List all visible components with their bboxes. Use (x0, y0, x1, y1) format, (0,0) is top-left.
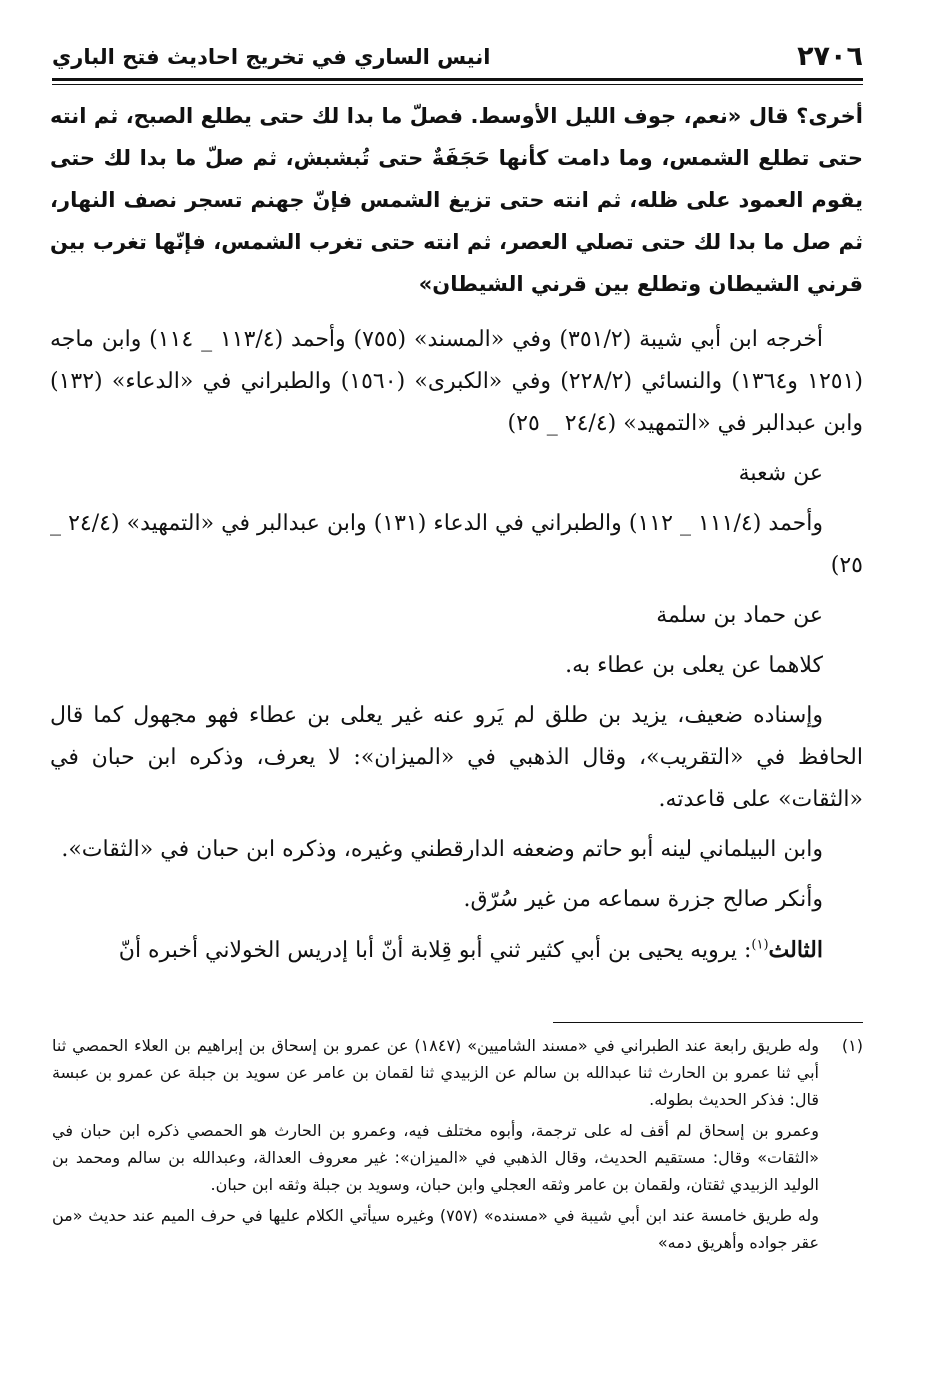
third-route (50, 929, 863, 972)
footnote-paragraph-3: وله طريق خامسة عند ابن أبي شيبة في «مسنده» (٧٥٧) وغيره سيأتي الكلام عليها في حرف الميم عند حديث «من عقر جواده وأهريق دمه» (52, 1206, 820, 1252)
third-route-label: الثالث (768, 937, 823, 963)
running-title: انيس الساري في تخريج احاديث فتح الباري (52, 45, 491, 69)
main-text (50, 95, 863, 980)
takhrij-paragraph: أخرجه ابن أبي شيبة (٣٥١/٢) وفي «المسند» (٧٥٥) وأحمد (١١٣/٤ _ ١١٤) وابن ماجه (١٢٥١ و١٣٦٤) والنسائي (٢٢٨/٢) وفي «الكبرى» (١٥٦٠) والطبراني في «الدعاء» (١٣٢) وابن عبدالبر في «التمهيد» (٢٤/٤ _ ٢٥) (50, 327, 863, 436)
footnote-marker: (١) (751, 937, 769, 953)
footnote (52, 1032, 863, 1260)
footnote-paragraph-1: وله طريق رابعة عند الطبراني في «مسند الشاميين» (١٨٤٧) عن عمرو بن إسحاق بن إبراهيم بن العلاء الحمصي ثنا أبي ثنا عمرو بن الحارث ثنا عبدالله بن سالم عن الزبيدي ثنا لقمان بن عامر عن سويد بن جبلة عن عمرو بن عبسة قال: فذكر الحديث بطوله. (52, 1036, 819, 1109)
footnote-text (52, 1032, 819, 1260)
isnad-grading: وإسناده ضعيف، يزيد بن طلق لم يَرو عنه غير يعلى بن عطاء فهو مجهول كما قال الحافظ في «التقريب»، وقال الذهبي في «الميزان»: لا يعرف، وذكره ابن حبان في «الثقات» على قاعدته. (50, 703, 863, 812)
narrator-line-2: عن حماد بن سلمة (656, 603, 823, 628)
narrator-line: عن شعبة (738, 461, 823, 486)
footnote-number: (١) (841, 1036, 863, 1055)
header-rule (52, 78, 863, 81)
narrator-note-2: وأنكر صالح جزرة سماعه من غير سُرّق. (463, 887, 823, 912)
footnote-rule (553, 1022, 863, 1023)
page-header (52, 38, 863, 76)
third-route-text: : يرويه يحيى بن أبي كثير ثني أبو قِلابة أنّ أبا إدريس الخولاني أخبره أنّ (118, 938, 752, 963)
page-number: ٢٧٠٦ (797, 41, 863, 72)
hadith-text: أخرى؟ قال «نعم، جوف الليل الأوسط. فصلّ ما بدا لك حتى يطلع الصبح، ثم انته حتى تطلع الشمس، وما دامت كأنها حَجَفَةٌ حتى تُبشبش، ثم صلّ ما بدا لك حتى يقوم العمود على ظله، ثم انته حتى تزيغ الشمس فإنّ جهنم تسجر نصف النهار، ثم صل ما بدا لك حتى تصلي العصر، ثم انته حتى تغرب الشمس، فإنّها تغرب بين قرني الشيطان وتطلع بين قرني الشيطان» (50, 104, 863, 296)
footnote-paragraph-2: وعمرو بن إسحاق لم أقف له على ترجمة، وأبوه مختلف فيه، وعمرو بن الحارث هو الحمصي ذكره ابن حبان في «الثقات» وقال: مستقيم الحديث، وقال الذهبي في «الميزان»: غير معروف العدالة، وعبدالله بن سالم ومحمد بن الوليد الزبيدي ثقتان، ولقمان بن عامر وثقه العجلي وابن حبان، وسويد بن جبلة وثقه ابن حبان. (52, 1121, 819, 1194)
footnotes (52, 1032, 863, 1260)
narrator-note: وابن البيلماني لينه أبو حاتم وضعفه الدارقطني وغيره، وذكره ابن حبان في «الثقات». (61, 837, 823, 862)
header-rule-thin (52, 84, 863, 85)
takhrij-paragraph-2: وأحمد (١١١/٤ _ ١١٢) والطبراني في الدعاء (١٣١) وابن عبدالبر في «التمهيد» (٢٤/٤ _ ٢٥) (50, 511, 863, 578)
chain-line: كلاهما عن يعلى بن عطاء به. (565, 653, 823, 678)
